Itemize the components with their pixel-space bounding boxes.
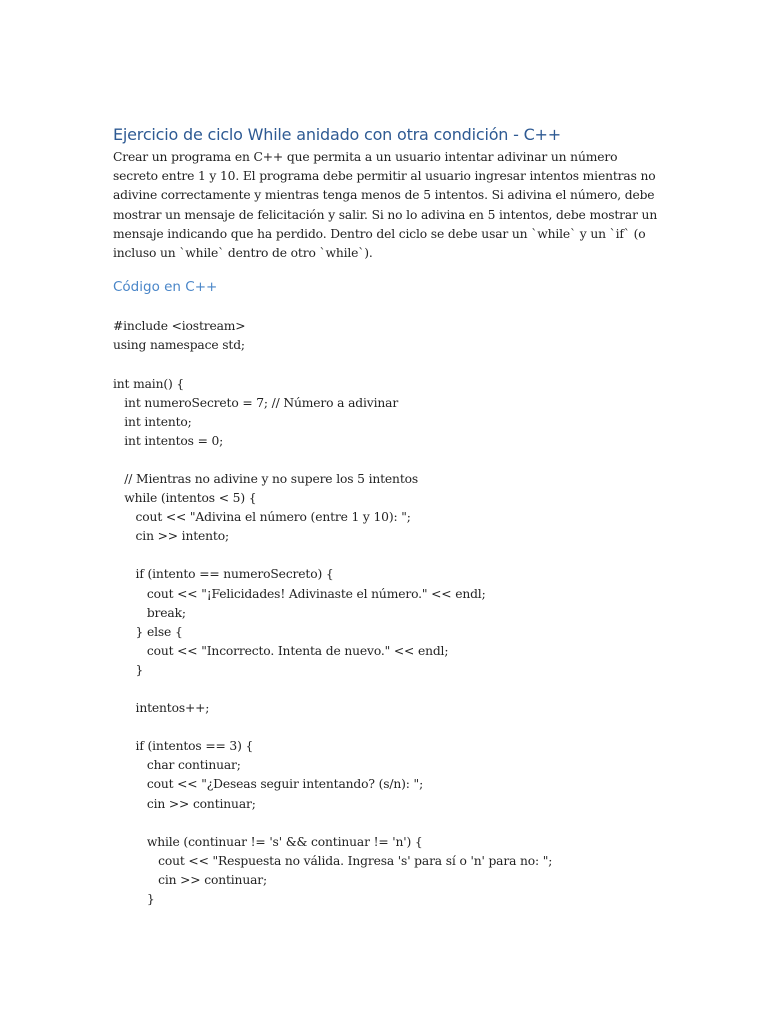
code-line: char continuar; bbox=[113, 758, 241, 773]
document-page bbox=[113, 124, 658, 909]
code-line: #include <iostream> bbox=[113, 319, 246, 334]
code-line: } bbox=[113, 892, 155, 907]
code-line: } else { bbox=[113, 624, 183, 639]
code-line bbox=[113, 355, 658, 374]
code-line bbox=[113, 451, 658, 470]
code-line: // Mientras no adivine y no supere los 5 intentos bbox=[113, 471, 419, 486]
code-line: if (intento == numeroSecreto) { bbox=[113, 567, 334, 582]
code-line: cin >> intento; bbox=[113, 529, 229, 544]
code-line: break; bbox=[113, 605, 186, 620]
code-line: while (intentos < 5) { bbox=[113, 491, 257, 506]
code-line: if (intentos == 3) { bbox=[113, 739, 254, 754]
exercise-description: Crear un programa en C++ que permita a un usuario intentar adivinar un número secreto entre 1 y 10. El programa debe permitir al usuario ingresar intentos mientras no adivine correctamente y mientras tenga menos de 5 intentos. Si adivina el número, debe mostrar un mensaje de felicitación y salir. Si no lo adivina en 5 intentos, debe mostrar un mensaje indicando que ha perdido. Dentro del ciclo se debe usar un `while` y un `if` (o incluso un `while` dentro de otro `while`). bbox=[113, 150, 658, 261]
code-line: cout << "¿Deseas seguir intentando? (s/n): "; bbox=[113, 777, 424, 792]
code-line: cin >> continuar; bbox=[113, 872, 267, 887]
code-line: cin >> continuar; bbox=[113, 796, 256, 811]
code-line: cout << "Adivina el número (entre 1 y 10): "; bbox=[113, 510, 411, 525]
code-line: } bbox=[113, 662, 144, 677]
code-line bbox=[113, 546, 658, 565]
code-line: int intentos = 0; bbox=[113, 433, 224, 448]
code-line: cout << "Respuesta no válida. Ingresa 's' para sí o 'n' para no: "; bbox=[113, 853, 553, 868]
code-section-heading: Código en C++ bbox=[113, 279, 218, 296]
code-block bbox=[113, 317, 658, 909]
code-line bbox=[113, 718, 658, 737]
code-line: while (continuar != 's' && continuar != 'n') { bbox=[113, 834, 423, 849]
document-title: Ejercicio de ciclo While anidado con otra condición - C++ bbox=[113, 125, 561, 144]
code-line: cout << "¡Felicidades! Adivinaste el número." << endl; bbox=[113, 586, 486, 601]
code-line: int intento; bbox=[113, 414, 192, 429]
code-line: int main() { bbox=[113, 376, 185, 391]
code-line: intentos++; bbox=[113, 701, 210, 716]
code-line: cout << "Incorrecto. Intenta de nuevo." << endl; bbox=[113, 643, 449, 658]
code-line bbox=[113, 814, 658, 833]
code-line: int numeroSecreto = 7; // Número a adivinar bbox=[113, 395, 399, 410]
code-line bbox=[113, 680, 658, 699]
code-line: using namespace std; bbox=[113, 338, 245, 353]
